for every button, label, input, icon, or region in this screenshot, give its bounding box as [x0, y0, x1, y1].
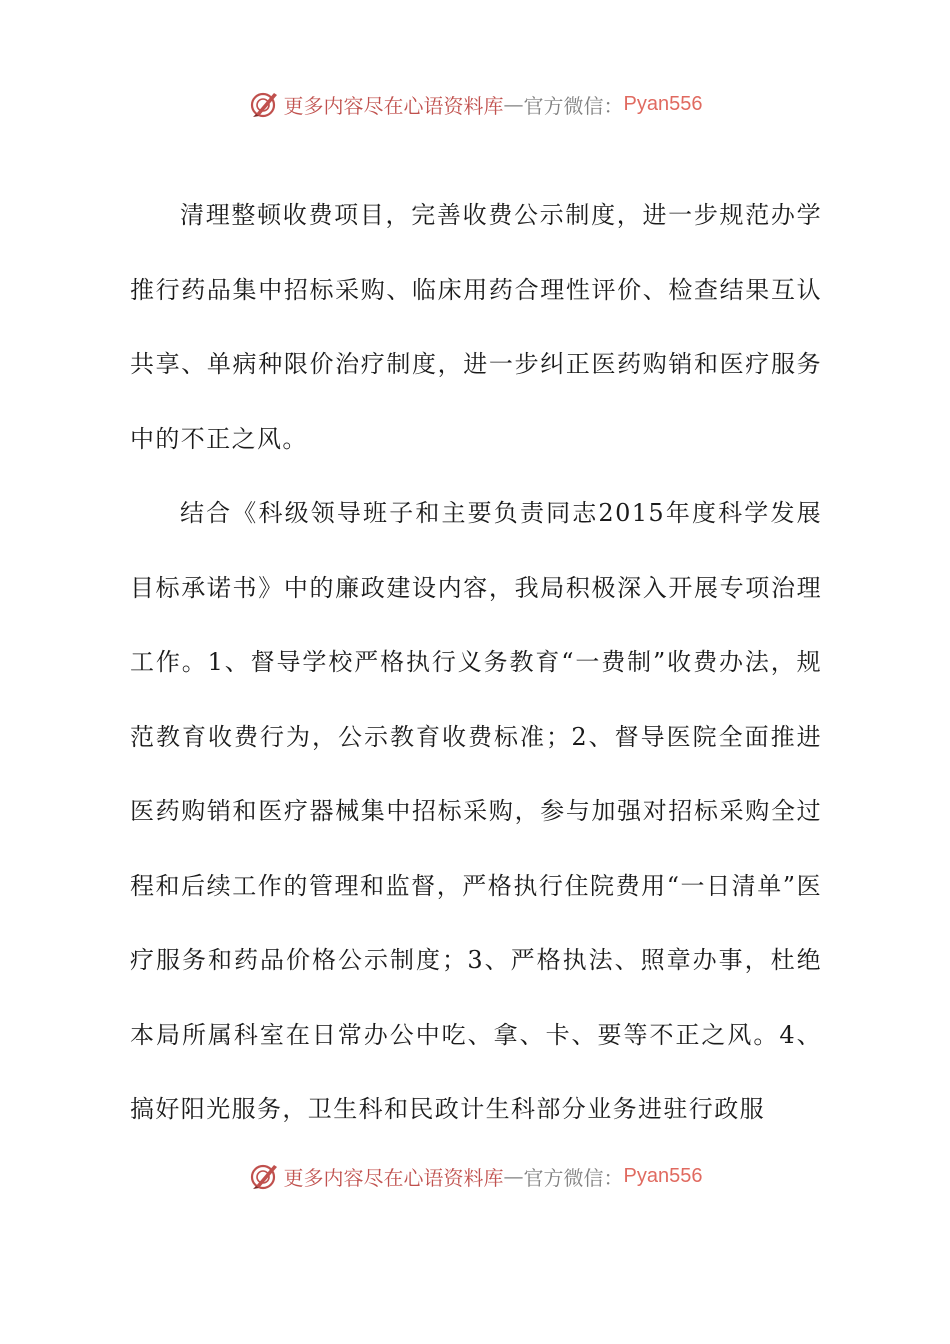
- pen-circle-icon: [248, 1160, 280, 1192]
- document-body: [130, 178, 822, 1147]
- banner-dash: —: [503, 92, 524, 116]
- banner-wechat-id: Pyan556: [623, 92, 703, 115]
- paragraph-2: 结合《科级领导班子和主要负责同志2015年度科学发展目标承诺书》中的廉政建设内容，我局积极深入开展专项治理工作。1、督导学校严格执行义务教育“一费制”收费办法，规范教育收费行为，公示教育收费标准；2、督导医院全面推进医药购销和医疗器械集中招标采购，参与加强对招标采购全过程和后续工作的管理和监督，严格执行住院费用“一日清单”医疗服务和药品价格公示制度；3、严格执法、照章办事，杜绝本局所属科室在日常办公中吃、拿、卡、要等不正之风。4、搞好阳光服务，卫生科和民政计生科部分业务进驻行政服: [130, 499, 822, 1123]
- banner-site-name: 更多内容尽在心语资料库: [283, 1165, 504, 1190]
- banner-wechat-label: 官方微信：: [523, 93, 624, 118]
- pen-circle-icon: [248, 88, 280, 120]
- banner-wechat-label: 官方微信：: [523, 1165, 624, 1190]
- banner-site-name: 更多内容尽在心语资料库: [283, 93, 504, 118]
- header-banner: [0, 84, 950, 124]
- banner-wechat-id: Pyan556: [623, 1164, 703, 1187]
- footer-banner: [0, 1156, 950, 1196]
- paragraph-1: 清理整顿收费项目，完善收费公示制度，进一步规范办学推行药品集中招标采购、临床用药合理性评价、检查结果互认共享、单病种限价治疗制度，进一步纠正医药购销和医疗服务中的不正之风。: [130, 201, 822, 453]
- banner-dash: —: [503, 1164, 524, 1188]
